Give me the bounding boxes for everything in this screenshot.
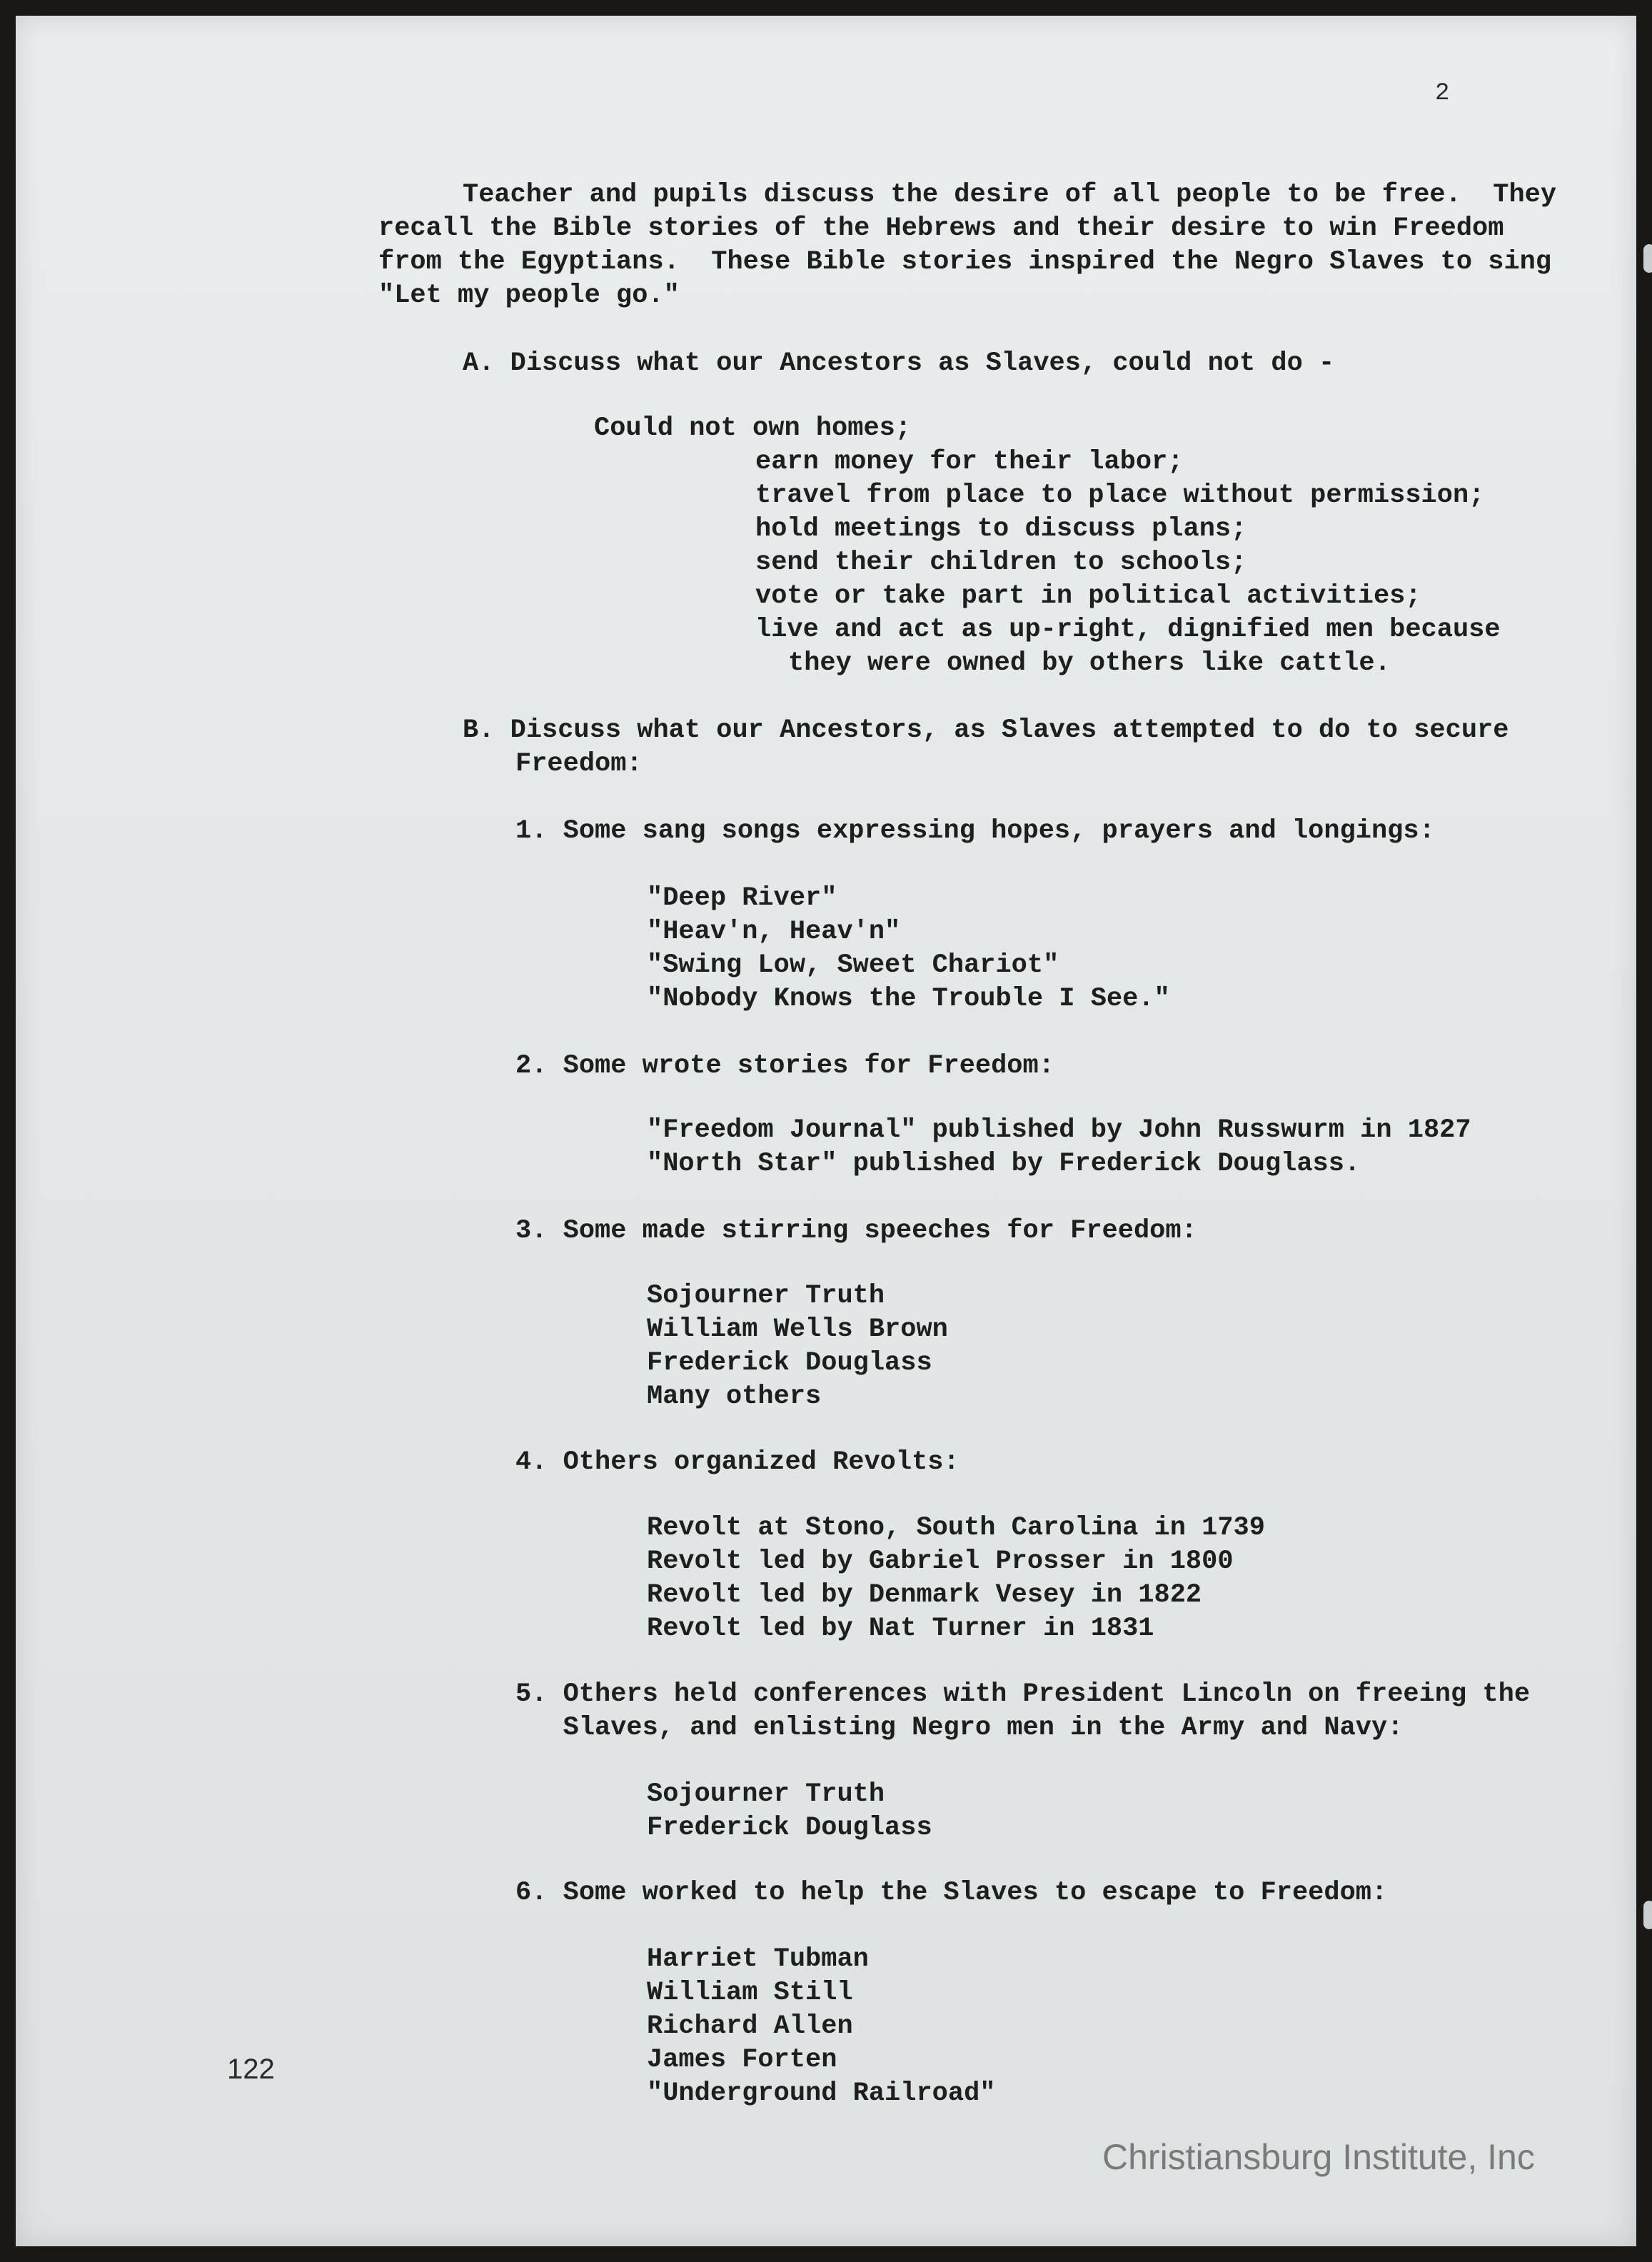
binder-hole <box>1643 244 1652 273</box>
section-a-item: send their children to schools; <box>755 548 1247 578</box>
intro-line: Teacher and pupils discuss the desire of all people to be free. They <box>463 180 1557 210</box>
group-label: Slaves, and enlisting Negro men in the Army and Navy: <box>515 1713 1404 1743</box>
group-item: Sojourner Truth <box>647 1281 885 1311</box>
group-item: "Swing Low, Sweet Chariot" <box>647 950 1059 980</box>
group-item: Sojourner Truth <box>647 1779 885 1809</box>
group-item: Harriet Tubman <box>647 1944 869 1974</box>
group-item: "Underground Railroad" <box>647 2078 996 2108</box>
section-a-item: hold meetings to discuss plans; <box>755 514 1247 544</box>
group-item: Revolt at Stono, South Carolina in 1739 <box>647 1513 1265 1543</box>
group-label: 3. Some made stirring speeches for Freedom: <box>515 1216 1197 1246</box>
section-b-heading: Freedom: <box>515 749 643 779</box>
group-item: James Forten <box>647 2045 837 2075</box>
group-item: Frederick Douglass <box>647 1813 932 1843</box>
group-label: 2. Some wrote stories for Freedom: <box>515 1051 1054 1081</box>
group-item: Revolt led by Gabriel Prosser in 1800 <box>647 1547 1234 1577</box>
group-item: William Wells Brown <box>647 1315 948 1344</box>
group-item: "North Star" published by Frederick Douglass. <box>647 1149 1361 1179</box>
group-item: Revolt led by Nat Turner in 1831 <box>647 1614 1154 1644</box>
intro-line: from the Egyptians. These Bible stories inspired the Negro Slaves to sing <box>378 247 1552 277</box>
intro-line: recall the Bible stories of the Hebrews and their desire to win Freedom <box>378 213 1504 243</box>
group-item: "Heav'n, Heav'n" <box>647 917 901 947</box>
page-number: 2 <box>1435 80 1450 107</box>
group-label: 5. Others held conferences with President Lincoln on freeing the <box>515 1679 1531 1709</box>
group-label: 6. Some worked to help the Slaves to escape to Freedom: <box>515 1878 1388 1908</box>
group-item: Revolt led by Denmark Vesey in 1822 <box>647 1580 1202 1610</box>
section-b-heading: B. Discuss what our Ancestors, as Slaves attempted to do to secure <box>463 715 1509 745</box>
group-item: Many others <box>647 1382 822 1412</box>
section-a-heading: A. Discuss what our Ancestors as Slaves, could not do - <box>463 348 1335 378</box>
group-item: "Freedom Journal" published by John Russwurm in 1827 <box>647 1115 1471 1145</box>
watermark: Christiansburg Institute, Inc <box>1102 2137 1535 2177</box>
section-a-item: travel from place to place without permission; <box>755 481 1485 511</box>
group-label: 4. Others organized Revolts: <box>515 1447 960 1477</box>
group-label: 1. Some sang songs expressing hopes, prayers and longings: <box>515 816 1435 846</box>
group-item: Frederick Douglass <box>647 1348 932 1378</box>
intro-line: "Let my people go." <box>378 281 680 311</box>
binder-hole <box>1643 1901 1652 1929</box>
group-item: William Still <box>647 1978 853 2008</box>
section-a-item: earn money for their labor; <box>755 447 1184 477</box>
section-a-item: vote or take part in political activities; <box>755 581 1421 611</box>
group-item: "Deep River" <box>647 883 837 913</box>
section-a-item: live and act as up-right, dignified men because <box>755 615 1501 645</box>
archive-number: 122 <box>227 2054 275 2085</box>
section-a-first-line: Could not own homes; <box>594 413 912 443</box>
section-a-continuation: they were owned by others like cattle. <box>788 648 1391 678</box>
group-item: Richard Allen <box>647 2011 853 2041</box>
group-item: "Nobody Knows the Trouble I See." <box>647 984 1170 1014</box>
